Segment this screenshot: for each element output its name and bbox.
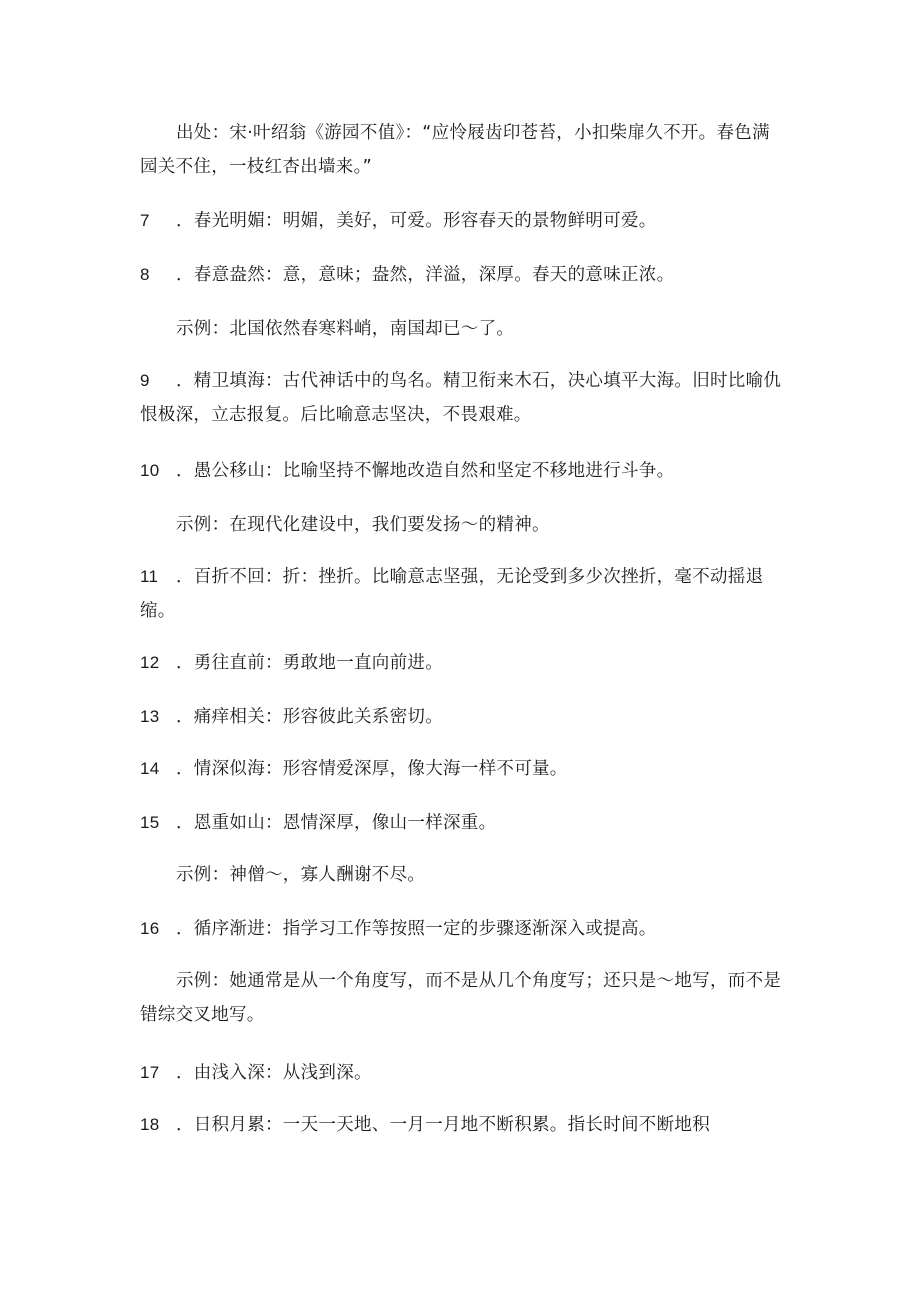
paragraph-text: ．循序渐进：指学习工作等按照一定的步骤逐渐深入或提高。: [176, 919, 657, 939]
paragraph-item-15: [140, 806, 785, 840]
paragraph-text: 示例：她通常是从一个角度写，而不是从几个角度写；还只是～地写，而不是错综交叉地写。: [140, 971, 782, 1025]
item-number: 10: [140, 461, 160, 480]
paragraph-example: [140, 964, 785, 1032]
paragraph-item-18: [140, 1108, 785, 1142]
item-number: 15: [140, 813, 160, 832]
paragraph-example: [140, 858, 785, 892]
paragraph-text: ．百折不回：折：挫折。比喻意志坚强，无论受到多少次挫折，毫不动摇退缩。: [140, 567, 764, 621]
paragraph-item-12: [140, 646, 785, 680]
paragraph-text: ．情深似海：形容情爱深厚，像大海一样不可量。: [176, 759, 568, 779]
item-number: 13: [140, 707, 160, 726]
paragraph-item-8: [140, 258, 785, 292]
paragraph-item-16: [140, 912, 785, 946]
paragraph-text: ．由浅入深：从浅到深。: [176, 1063, 372, 1083]
paragraph-text: ．精卫填海：古代神话中的鸟名。精卫衔来木石，决心填平大海。旧时比喻仇恨极深，立志报复。后比喻意志坚决，不畏艰难。: [140, 371, 782, 425]
paragraph-text: ．痛痒相关：形容彼此关系密切。: [176, 707, 443, 727]
paragraph-text: 示例：在现代化建设中，我们要发扬～的精神。: [176, 515, 550, 535]
paragraph-text: ．日积月累：一天一天地、一月一月地不断积累。指长时间不断地积: [176, 1115, 710, 1135]
paragraph-text: ．恩重如山：恩情深厚，像山一样深重。: [176, 813, 497, 833]
paragraph-item-13: [140, 700, 785, 734]
paragraph-text: ．愚公移山：比喻坚持不懈地改造自然和坚定不移地进行斗争。: [176, 461, 675, 481]
paragraph-example: [140, 508, 785, 542]
item-number: 12: [140, 653, 160, 672]
item-number: 16: [140, 919, 160, 938]
item-number: 11: [140, 567, 159, 586]
paragraph-source: [140, 116, 785, 184]
paragraph-item-14: [140, 752, 785, 786]
paragraph-item-10: [140, 454, 785, 488]
paragraph-text: ．勇往直前：勇敢地一直向前进。: [176, 653, 443, 673]
paragraph-text: 示例：神僧～，寡人酬谢不尽。: [176, 865, 426, 885]
item-number: 14: [140, 759, 160, 778]
paragraph-item-17: [140, 1056, 785, 1090]
item-number: 8: [140, 265, 150, 284]
paragraph-text: 出处：宋·叶绍翁《游园不值》：“应怜屐齿印苍苔，小扣柴扉久不开。春色满园关不住，一枝红杏出墙来。”: [140, 123, 770, 177]
paragraph-text: ．春意盎然：意，意味；盎然，洋溢，深厚。春天的意味正浓。: [176, 265, 675, 285]
item-number: 9: [140, 371, 150, 390]
paragraph-text: 示例：北国依然春寒料峭，南国却已～了。: [176, 319, 515, 339]
item-number: 18: [140, 1115, 160, 1134]
paragraph-item-7: [140, 204, 785, 238]
paragraph-example: [140, 312, 785, 346]
paragraph-text: ．春光明媚：明媚，美好，可爱。形容春天的景物鲜明可爱。: [176, 211, 657, 231]
paragraph-item-11: [140, 560, 785, 628]
paragraph-item-9: [140, 364, 785, 432]
item-number: 7: [140, 211, 150, 230]
item-number: 17: [140, 1063, 160, 1082]
